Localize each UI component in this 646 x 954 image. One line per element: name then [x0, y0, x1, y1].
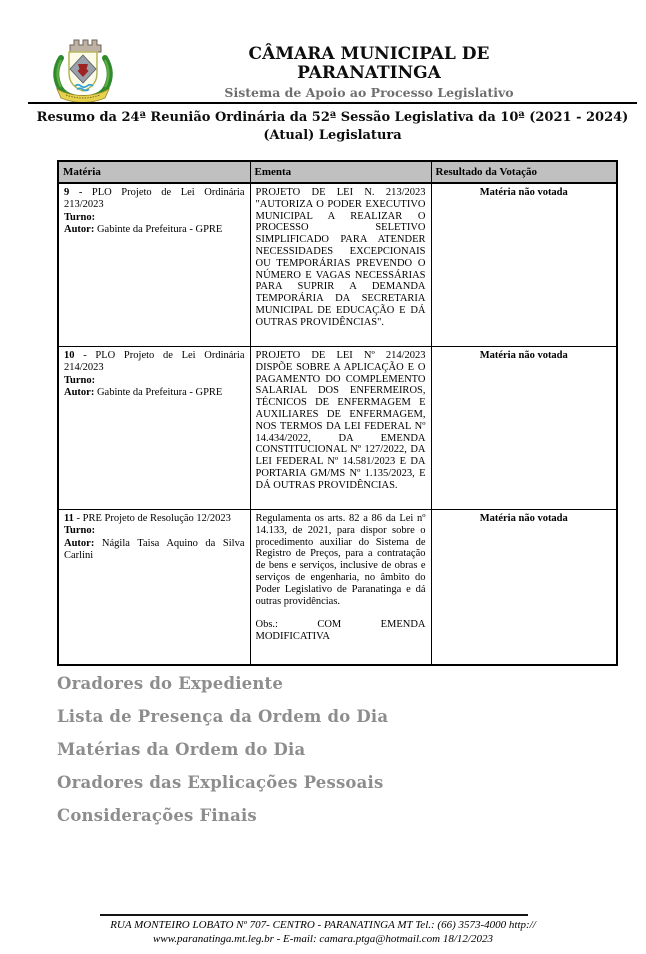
- turno-label: Turno:: [64, 211, 96, 223]
- resultado-cell: Matéria não votada: [431, 347, 617, 510]
- session-summary-title-line2: (Atual) Legislatura: [263, 127, 402, 143]
- ementa-text: PROJETO DE LEI N. 213/2023 "AUTORIZA O PODER EXECUTIVO MUNICIPAL A REALIZAR O PROCESSO SELETIVO SIMPLIFICADO PARA ATENDER NECESSIDADES EXCEPCIONAIS OU TEMPORÁRIAS PREVENDO O NÚMERO E VAGAS NECESSÁRIAS PARA SUPRIR A DEMANDA TEMPORÁRIA DA SECRETARIA MUNICIPAL DE EDUCAÇÃO E DÁ OUTRAS PROVIDÊNCIAS".: [255, 187, 426, 328]
- matters-table: [57, 160, 618, 666]
- header-divider: [28, 102, 637, 104]
- autor-label: Autor:: [64, 224, 95, 236]
- table-header-row: [58, 161, 617, 183]
- table-row: [58, 347, 617, 510]
- ementa-text: Regulamenta os arts. 82 a 86 da Lei nº 14.133, de 2021, para dispor sobre o procedimento auxiliar do Sistema de Registro de Preços, para a contratação de bens e serviços, inclusive de obras e serviços de engenharia, no âmbito do Poder Legislativo de Paranatinga e dá outras providências.: [255, 513, 426, 607]
- org-name: [118, 45, 620, 83]
- table-row: [58, 183, 617, 347]
- ementa-text: PROJETO DE LEI Nº 214/2023 DISPÕE SOBRE A APLICAÇÃO E O PAGAMENTO DO COMPLEMENTO SALARIAL DOS ENFERMEIROS, TÉCNICOS DE ENFERMAGEM E AUXILIARES DE ENFERMAGEM, NOS TERMOS DA LEI FEDERAL Nº 14.434/2022, DA EMENDA CONSTITUCIONAL Nº 127/2022, DA LEI FEDERAL Nº 14.581/2023 E DA PORTARIA GM/MS Nº 1.135/2023, E DÁ OUTRAS PROVIDÊNCIAS.: [255, 350, 426, 491]
- footer-address: [88, 919, 558, 946]
- materia-number: 9: [64, 187, 70, 198]
- section-heading-list: [57, 675, 577, 840]
- footer-address-line2: www.paranatinga.mt.leg.br - E-mail: camara.ptga@hotmail.com 18/12/2023: [153, 932, 493, 945]
- document-header: [118, 45, 620, 100]
- table-row: [58, 510, 617, 666]
- resultado-cell: Matéria não votada: [431, 510, 617, 666]
- materia-cell: [58, 183, 250, 347]
- system-subtitle: Sistema de Apoio ao Processo Legislativo: [224, 85, 514, 100]
- ementa-cell: [250, 510, 431, 666]
- coat-of-arms-icon: [45, 36, 121, 102]
- autor-value: Gabinte da Prefeitura - GPRE: [94, 224, 223, 236]
- footer-divider: [100, 914, 528, 916]
- org-name-line2: PARANATINGA: [297, 63, 441, 83]
- materia-title: - PRE Projeto de Resolução 12/2023: [73, 513, 231, 524]
- session-summary-title: [28, 109, 637, 144]
- turno-label: Turno:: [64, 374, 96, 386]
- materia-title: - PLO Projeto de Lei Ordinária 213/2023: [64, 187, 245, 211]
- section-heading-oradores-explicacoes-pessoais: Oradores das Explicações Pessoais: [57, 773, 384, 792]
- autor-value: Nágila Taisa Aquino da Silva Carlini: [64, 537, 245, 562]
- ementa-obs-text: Obs.: COM EMENDA MODIFICATIVA: [255, 619, 426, 643]
- autor-label: Autor:: [64, 537, 95, 549]
- materia-number: 11: [64, 513, 74, 524]
- ementa-cell: [250, 347, 431, 510]
- org-name-line1: CÂMARA MUNICIPAL DE: [248, 44, 490, 64]
- autor-label: Autor:: [64, 387, 95, 399]
- autor-value: Gabinte da Prefeitura - GPRE: [94, 387, 223, 399]
- materia-title: - PLO Projeto de Lei Ordinária 214/2023: [64, 350, 245, 374]
- section-heading-materias-ordem-dia: Matérias da Ordem do Dia: [57, 740, 306, 759]
- resultado-cell: Matéria não votada: [431, 183, 617, 347]
- column-header-ementa: Ementa: [250, 161, 431, 183]
- crest-crown: [70, 40, 101, 52]
- materia-number: 10: [64, 350, 75, 361]
- section-heading-oradores-expediente: Oradores do Expediente: [57, 674, 284, 693]
- session-summary-title-line1: Resumo da 24ª Reunião Ordinária da 52ª Sessão Legislativa da 10ª (2021 - 2024): [36, 110, 629, 125]
- column-header-resultado: Resultado da Votação: [431, 161, 617, 183]
- ementa-cell: [250, 183, 431, 347]
- column-header-materia: Matéria: [58, 161, 250, 183]
- materia-cell: [58, 510, 250, 666]
- materia-cell: [58, 347, 250, 510]
- section-heading-lista-presenca-ordem-dia: Lista de Presença da Ordem do Dia: [57, 707, 389, 726]
- footer-address-line1: RUA MONTEIRO LOBATO Nº 707- CENTRO - PARANATINGA MT Tel.: (66) 3573-4000 http://: [110, 919, 536, 931]
- section-heading-consideracoes-finais: Considerações Finais: [57, 806, 257, 825]
- turno-label: Turno:: [64, 525, 96, 537]
